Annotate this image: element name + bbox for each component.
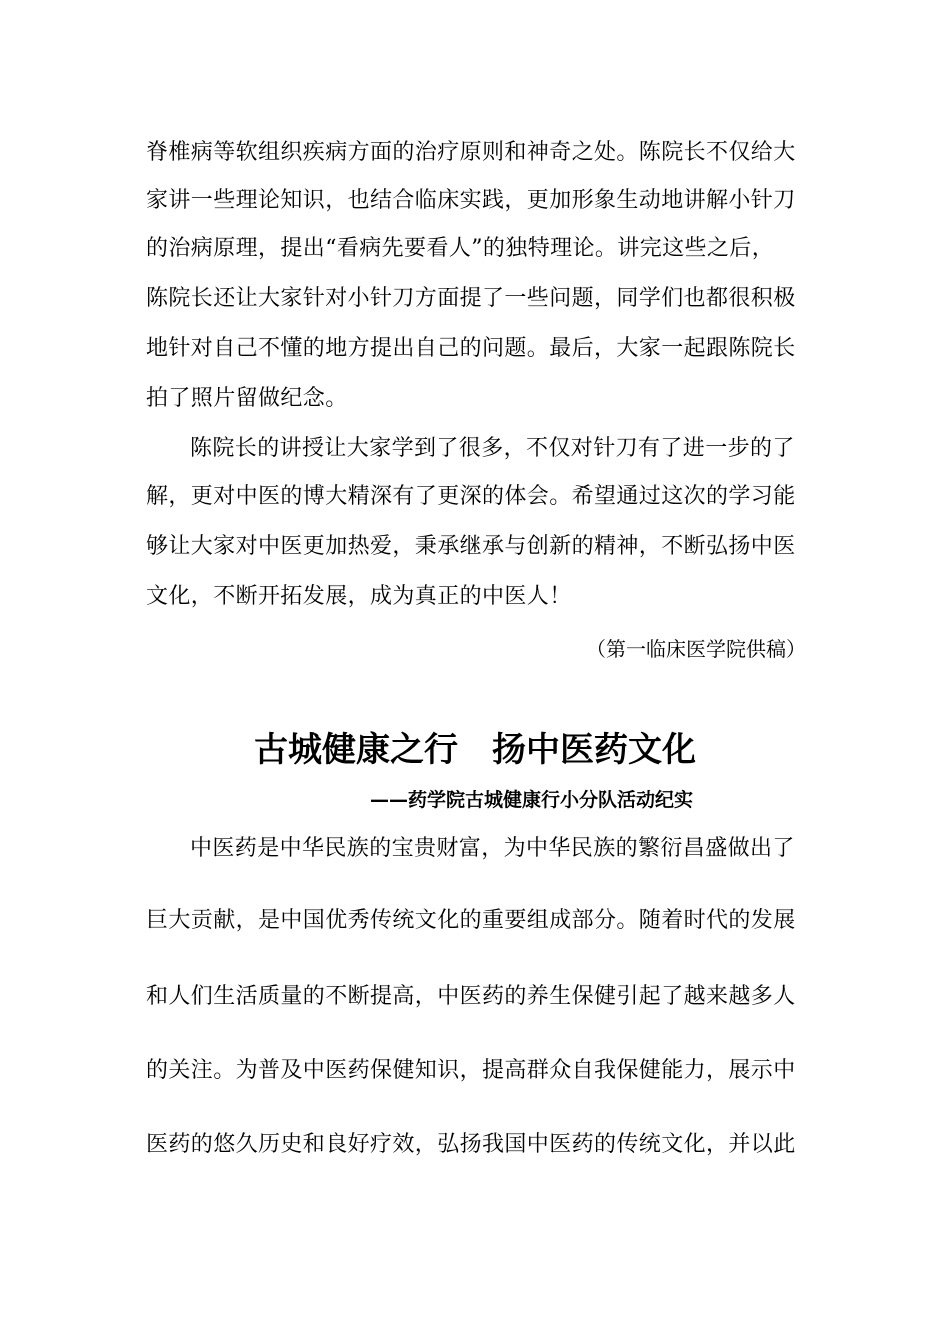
article2-title: 古城健康之行 扬中医药文化 bbox=[254, 730, 696, 770]
article1-line-3: 的治病原理，提出“看病先要看人”的独特理论。讲完这些之后， bbox=[146, 236, 775, 261]
article1-credit: （第一临床医学院供稿） bbox=[586, 637, 806, 661]
article1-line-5: 地针对自己不懂的地方提出自己的问题。最后，大家一起跟陈院长 bbox=[146, 336, 796, 361]
article1-line-4: 陈院长还让大家针对小针刀方面提了一些问题，同学们也都很积极 bbox=[146, 286, 796, 311]
article1-line-10: 文化，不断开拓发展，成为真正的中医人！ bbox=[146, 584, 572, 609]
article2-subtitle: ——药学院古城健康行小分队活动纪实 bbox=[370, 789, 694, 811]
article2-line-4: 的关注。为普及中医药保健知识，提高群众自我保健能力，展示中 bbox=[146, 1058, 796, 1083]
article2-line-1: 中医药是中华民族的宝贵财富，为中华民族的繁衍昌盛做出了 bbox=[190, 836, 795, 861]
article1-line-2: 家讲一些理论知识，也结合临床实践，更加形象生动地讲解小针刀 bbox=[146, 188, 796, 213]
article1-line-1: 脊椎病等软组织疾病方面的治疗原则和神奇之处。陈院长不仅给大 bbox=[146, 140, 796, 165]
article2-line-3: 和人们生活质量的不断提高，中医药的养生保健引起了越来越多人 bbox=[146, 984, 796, 1009]
article1-line-6: 拍了照片留做纪念。 bbox=[146, 386, 348, 411]
article1-line-7: 陈院长的讲授让大家学到了很多，不仅对针刀有了进一步的了 bbox=[190, 436, 795, 461]
article1-line-9: 够让大家对中医更加热爱，秉承继承与创新的精神，不断弘扬中医 bbox=[146, 534, 796, 559]
article1-line-8: 解，更对中医的博大精深有了更深的体会。希望通过这次的学习能 bbox=[146, 484, 796, 509]
article2-line-2: 巨大贡献，是中国优秀传统文化的重要组成部分。随着时代的发展 bbox=[146, 908, 796, 933]
article2-line-5: 医药的悠久历史和良好疗效，弘扬我国中医药的传统文化，并以此 bbox=[146, 1132, 796, 1157]
